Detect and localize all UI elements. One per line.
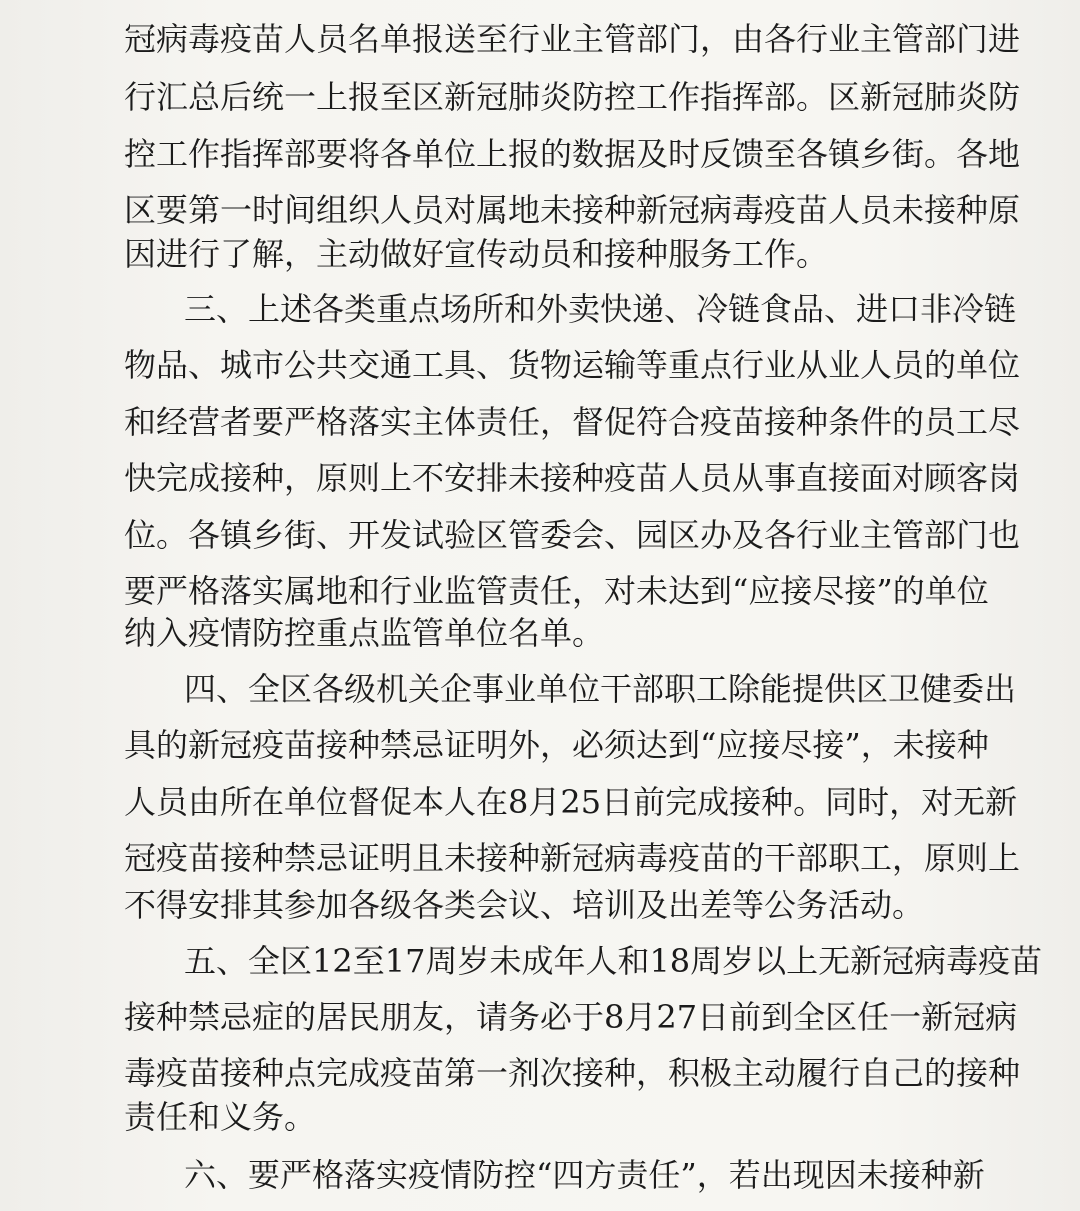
text-line: 不得安排其参加各级各类会议、培训及出差等公务活动。 [124, 886, 925, 924]
text-line: 毒疫苗接种点完成疫苗第一剂次接种，积极主动履行自己的接种 [124, 1054, 1021, 1092]
paragraph-first-line: 四、全区各级机关企事业单位干部职工除能提供区卫健委出 [184, 670, 1017, 708]
text-line: 具的新冠疫苗接种禁忌证明外，必须达到“应接尽接”，未接种 [124, 726, 989, 764]
text-line: 位。各镇乡街、开发试验区管委会、园区办及各行业主管部门也 [124, 516, 1021, 554]
text-line: 和经营者要严格落实主体责任，督促符合疫苗接种条件的员工尽 [124, 403, 1021, 441]
text-line: 冠病毒疫苗人员名单报送至行业主管部门，由各行业主管部门进 [124, 20, 1021, 58]
text-line: 冠疫苗接种禁忌证明且未接种新冠病毒疫苗的干部职工，原则上 [124, 839, 1021, 877]
text-line: 控工作指挥部要将各单位上报的数据及时反馈至各镇乡街。各地 [124, 135, 1021, 173]
text-line: 因进行了解，主动做好宣传动员和接种服务工作。 [124, 235, 829, 273]
text-line: 纳入疫情防控重点监管单位名单。 [124, 614, 605, 652]
text-line: 责任和义务。 [124, 1098, 317, 1136]
text-line: 要严格落实属地和行业监管责任，对未达到“应接尽接”的单位 [124, 572, 989, 610]
text-line: 快完成接种，原则上不安排未接种疫苗人员从事直接面对顾客岗 [124, 459, 1021, 497]
text-line: 行汇总后统一上报至区新冠肺炎防控工作指挥部。区新冠肺炎防 [124, 78, 1021, 116]
text-line: 接种禁忌症的居民朋友，请务必于8月27日前到全区任一新冠病 [124, 998, 1018, 1036]
paragraph-first-line: 六、要严格落实疫情防控“四方责任”，若出现因未接种新 [184, 1156, 985, 1194]
text-line: 人员由所在单位督促本人在8月25日前完成接种。同时，对无新 [124, 783, 1018, 821]
text-line: 物品、城市公共交通工具、货物运输等重点行业从业人员的单位 [124, 346, 1021, 384]
paragraph-first-line: 三、上述各类重点场所和外卖快递、冷链食品、进口非冷链 [184, 290, 1017, 328]
text-line: 区要第一时间组织人员对属地未接种新冠病毒疫苗人员未接种原 [124, 191, 1021, 229]
paragraph-first-line: 五、全区12至17周岁未成年人和18周岁以上无新冠病毒疫苗 [184, 942, 1043, 980]
